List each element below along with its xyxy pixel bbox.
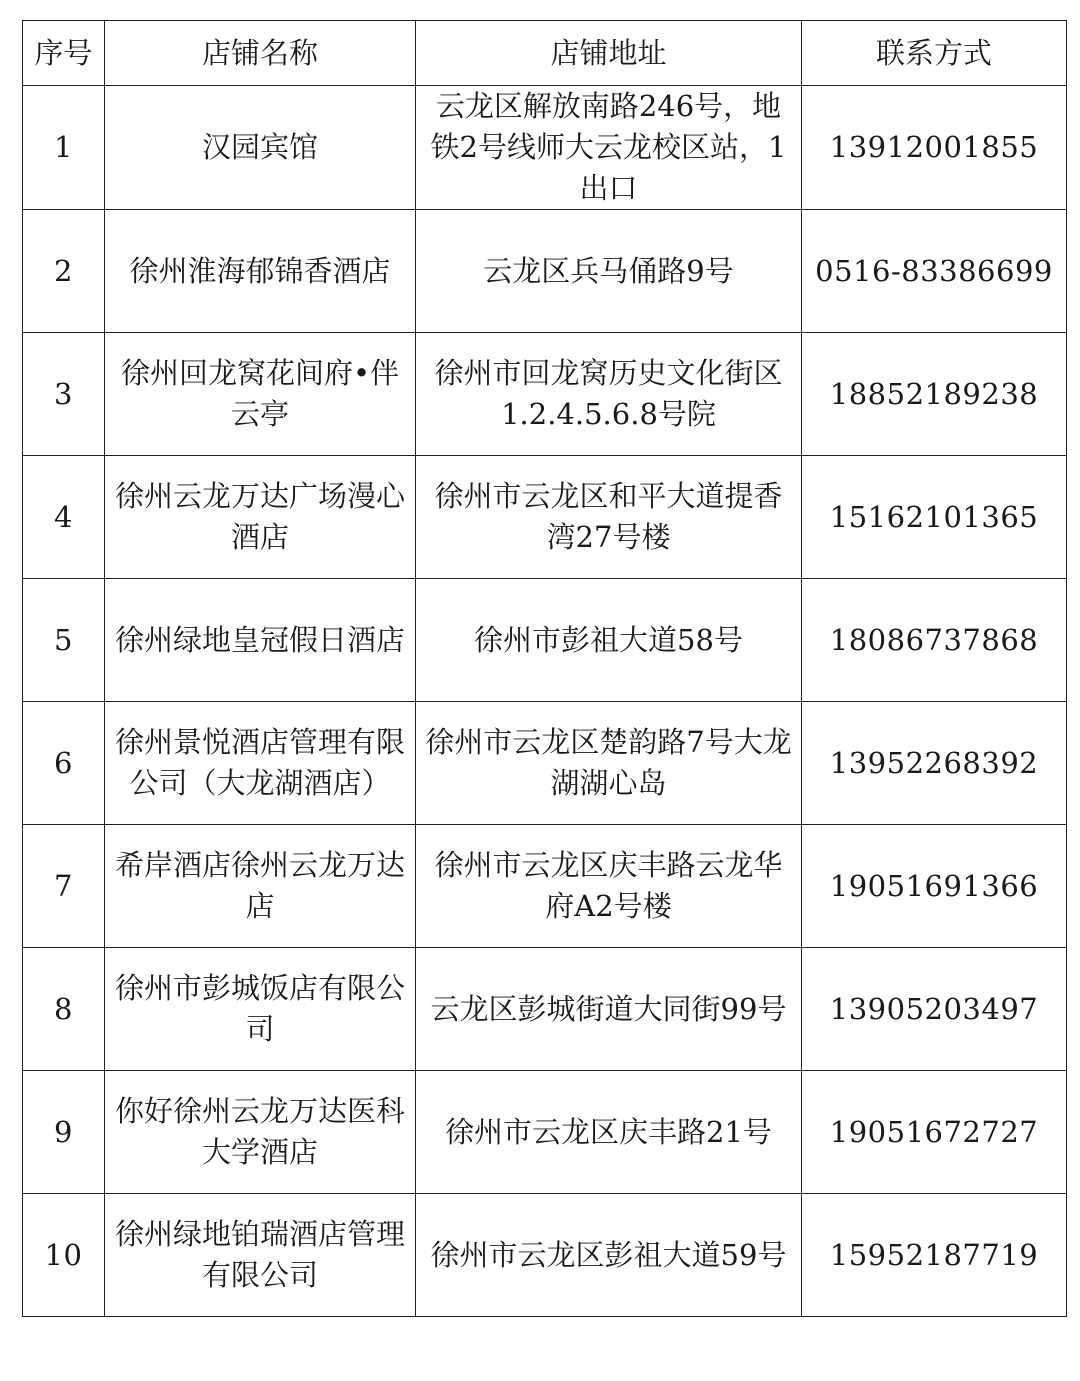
table-row [23, 825, 1067, 948]
row-index: 10 [23, 1194, 105, 1317]
store-phone: 19051691366 [802, 825, 1067, 948]
row-index: 5 [23, 579, 105, 702]
row-index: 1 [23, 86, 105, 210]
row-index: 2 [23, 210, 105, 333]
row-index: 7 [23, 825, 105, 948]
row-index: 8 [23, 948, 105, 1071]
row-index: 9 [23, 1071, 105, 1194]
store-name: 徐州回龙窝花间府•伴云亭 [105, 333, 416, 456]
store-name: 徐州绿地皇冠假日酒店 [105, 579, 416, 702]
store-address: 云龙区兵马俑路9号 [416, 210, 802, 333]
header-store-address: 店铺地址 [416, 21, 802, 86]
store-address: 云龙区彭城街道大同街99号 [416, 948, 802, 1071]
row-index: 6 [23, 702, 105, 825]
store-phone: 15162101365 [802, 456, 1067, 579]
store-name: 徐州淮海郁锦香酒店 [105, 210, 416, 333]
store-name: 徐州绿地铂瑞酒店管理有限公司 [105, 1194, 416, 1317]
table-row [23, 456, 1067, 579]
store-phone: 13952268392 [802, 702, 1067, 825]
store-name: 徐州云龙万达广场漫心酒店 [105, 456, 416, 579]
store-address: 徐州市云龙区庆丰路21号 [416, 1071, 802, 1194]
store-phone: 13905203497 [802, 948, 1067, 1071]
store-name: 徐州景悦酒店管理有限公司（大龙湖酒店） [105, 702, 416, 825]
store-address: 徐州市云龙区庆丰路云龙华府A2号楼 [416, 825, 802, 948]
store-phone: 18086737868 [802, 579, 1067, 702]
table-row [23, 702, 1067, 825]
row-index: 4 [23, 456, 105, 579]
store-name: 你好徐州云龙万达医科大学酒店 [105, 1071, 416, 1194]
store-phone: 18852189238 [802, 333, 1067, 456]
store-address: 徐州市彭祖大道58号 [416, 579, 802, 702]
table-header-row [23, 21, 1067, 86]
row-index: 3 [23, 333, 105, 456]
store-address: 徐州市云龙区楚韵路7号大龙湖湖心岛 [416, 702, 802, 825]
store-phone: 15952187719 [802, 1194, 1067, 1317]
table-row [23, 86, 1067, 210]
store-table [22, 20, 1067, 1317]
store-phone: 0516-83386699 [802, 210, 1067, 333]
table-row [23, 579, 1067, 702]
table-row [23, 1194, 1067, 1317]
store-address: 徐州市回龙窝历史文化街区1.2.4.5.6.8号院 [416, 333, 802, 456]
store-name: 希岸酒店徐州云龙万达店 [105, 825, 416, 948]
header-store-name: 店铺名称 [105, 21, 416, 86]
store-address: 徐州市云龙区彭祖大道59号 [416, 1194, 802, 1317]
store-address: 徐州市云龙区和平大道提香湾27号楼 [416, 456, 802, 579]
table-row [23, 1071, 1067, 1194]
store-phone: 13912001855 [802, 86, 1067, 210]
table-row [23, 948, 1067, 1071]
table-row [23, 210, 1067, 333]
header-index: 序号 [23, 21, 105, 86]
store-address: 云龙区解放南路246号，地铁2号线师大云龙校区站，1出口 [416, 86, 802, 210]
store-phone: 19051672727 [802, 1071, 1067, 1194]
store-name: 徐州市彭城饭店有限公司 [105, 948, 416, 1071]
table-row [23, 333, 1067, 456]
header-contact: 联系方式 [802, 21, 1067, 86]
store-name: 汉园宾馆 [105, 86, 416, 210]
